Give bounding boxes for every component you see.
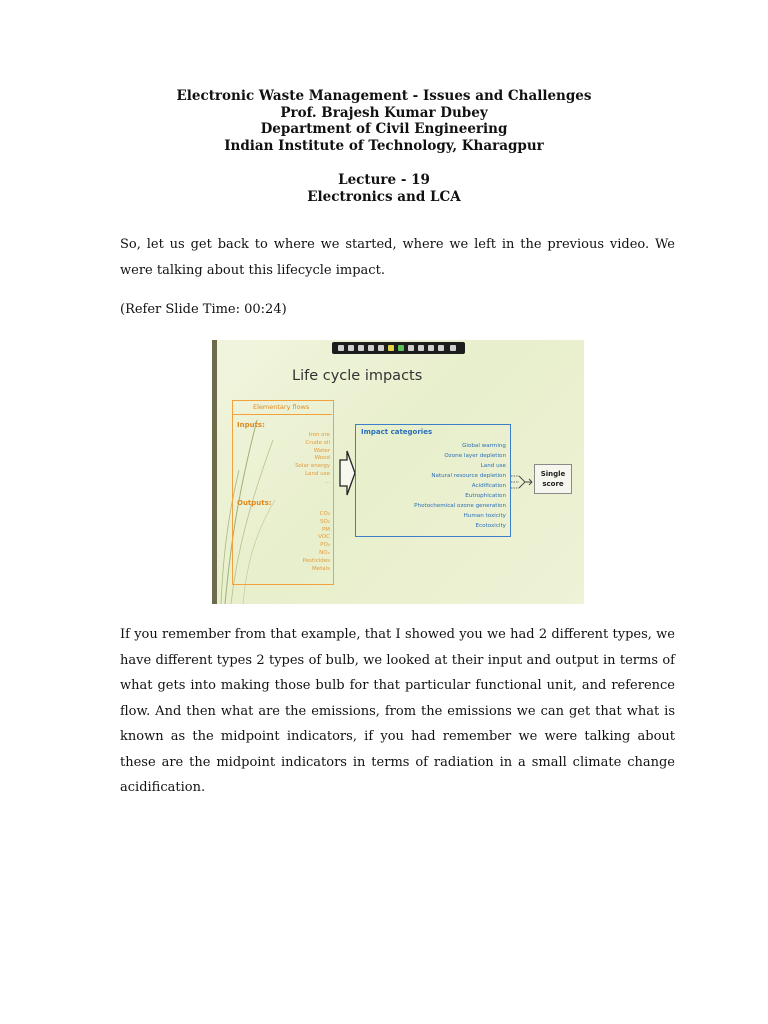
toolbar-pointer-icon (348, 345, 354, 351)
slide-title: Life cycle impacts (292, 368, 423, 384)
toolbar-line-icon (408, 345, 414, 351)
presentation-toolbar (332, 342, 465, 354)
output-item: VOC (318, 534, 330, 541)
paragraph-explanation: If you remember from that example, that I showed you we had 2 different types, we have different types 2 types of bulb, we looked at their input and output in terms of what gets into making those bulb for that particular functional unit, and reference flow. And then what are the emissions, from the emissions we can get that what is known as the midpoint indicators, if you had remember we were talking about these are the midpoint indicators in terms of radiation in a small climate change acidification. (120, 627, 675, 795)
inputs-label: Inputs: (237, 421, 265, 429)
elementary-flows-heading: Elementary flows (253, 403, 310, 411)
input-item: Wood (314, 455, 330, 462)
toolbar-play-icon (338, 345, 344, 351)
outputs-list (303, 511, 330, 573)
toolbar-text-icon (428, 345, 434, 351)
lecture-number: Lecture - 19 (338, 172, 430, 188)
inputs-list (295, 432, 330, 487)
impact-category-item: Global warming (462, 443, 506, 449)
output-item: Metals (311, 565, 330, 572)
impact-category-item: Natural resource depletion (431, 473, 506, 479)
output-item: NOₓ (319, 549, 330, 556)
toolbar-highlighter-icon (368, 345, 374, 351)
document-header (0, 88, 768, 154)
single-score-box: Single score (534, 464, 572, 494)
right-arrow-icon (338, 448, 356, 498)
input-item: Crude oil (305, 439, 330, 446)
input-item: ... (324, 478, 330, 485)
input-item: Water (313, 447, 330, 454)
impact-category-item: Acidification (471, 483, 506, 489)
impact-category-item: Human toxicity (463, 513, 506, 519)
output-item: SO₂ (319, 518, 330, 525)
impact-category-item: Land use (480, 463, 506, 469)
lecture-slide-image (212, 340, 584, 604)
toolbar-marker-icon (388, 345, 394, 351)
impact-categories-list (414, 441, 506, 531)
output-item: Pesticides (302, 557, 330, 564)
toolbar-pen-icon (358, 345, 364, 351)
output-item: CO₂ (319, 511, 330, 517)
impact-categories-box (355, 424, 511, 537)
input-item: Land use (305, 470, 330, 477)
lecture-heading (0, 172, 768, 205)
elementary-flows-header (233, 401, 332, 415)
output-item: PO₄ (320, 542, 330, 549)
impact-category-item: Ecotoxicity (475, 523, 506, 529)
lecture-topic: Electronics and LCA (307, 188, 461, 205)
paragraph-intro: So, let us get back to where we started, where we left in the previous video. We were talking about this lifecycle impact. (120, 237, 675, 278)
impact-categories-heading: Impact categories (361, 428, 433, 436)
toolbar-undo-icon (438, 345, 444, 351)
converging-arrows-icon (511, 472, 533, 492)
institute-name: Indian Institute of Technology, Kharagpur (224, 137, 544, 154)
impact-category-item: Ozone layer depletion (444, 453, 506, 459)
outputs-label: Outputs: (237, 499, 272, 507)
output-item: PM (321, 526, 330, 533)
toolbar-eraser-icon (378, 345, 384, 351)
impact-category-item: Eutrophication (465, 493, 506, 499)
toolbar-color-icon (398, 345, 404, 351)
professor-name: Prof. Brajesh Kumar Dubey (280, 104, 488, 121)
toolbar-close-icon (450, 345, 456, 351)
input-item: Iron ore (308, 432, 330, 438)
toolbar-shape-icon (418, 345, 424, 351)
course-title: Electronic Waste Management - Issues and Challenges (176, 88, 592, 104)
elementary-flows-box (232, 400, 334, 585)
department-name: Department of Civil Engineering (260, 121, 508, 137)
impact-category-item: Photochemical ozone generation (414, 503, 506, 509)
slide-time-reference: (Refer Slide Time: 00:24) (120, 302, 287, 317)
input-item: Solar energy (295, 463, 330, 470)
